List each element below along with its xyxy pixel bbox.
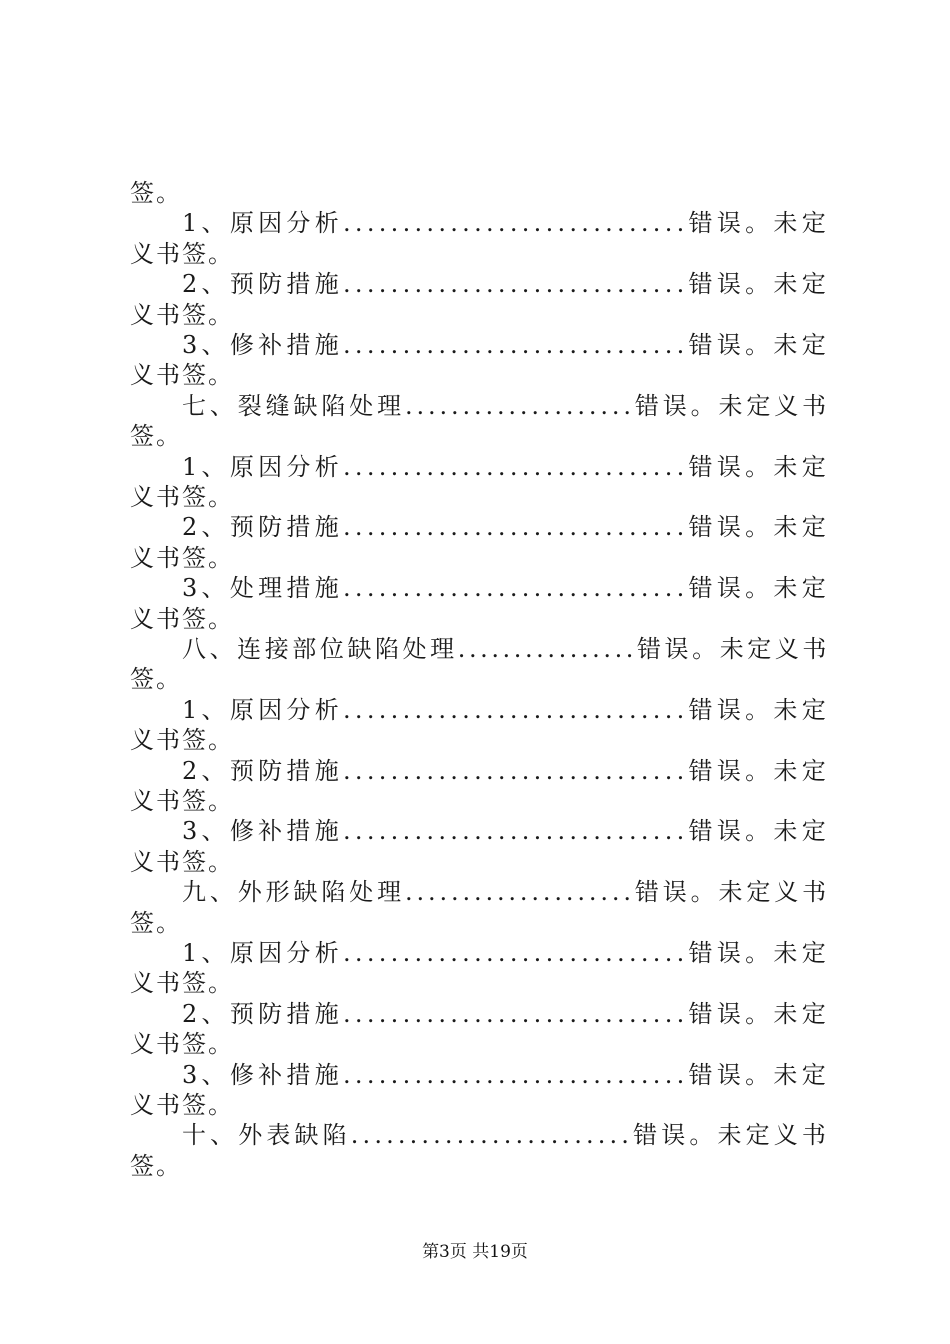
toc-entry-line — [182, 269, 830, 299]
toc-entry-line — [182, 1060, 830, 1090]
toc-continuation-line — [130, 908, 830, 938]
toc-line-text: 2、预防措施.............................错误。未定 — [182, 999, 830, 1028]
toc-line-text: 签。 — [130, 179, 182, 207]
toc-continuation-line — [130, 1029, 830, 1059]
toc-entry-line — [182, 756, 830, 786]
toc-continuation-line — [130, 968, 830, 998]
toc-continuation-line — [130, 725, 830, 755]
toc-line-text: 七、裂缝缺陷处理....................错误。未定义书 — [182, 391, 830, 420]
toc-entry-line — [182, 877, 830, 907]
toc-line-text: 1、原因分析.............................错误。未定 — [182, 452, 830, 481]
toc-line-text: 1、原因分析.............................错误。未定 — [182, 695, 830, 724]
toc-entry-line — [182, 573, 830, 603]
toc-entry-line — [182, 999, 830, 1029]
toc-line-text: 签。 — [130, 422, 182, 451]
toc-entry-line — [182, 391, 830, 421]
toc-continuation-line — [130, 421, 830, 451]
toc-continuation-line — [130, 1090, 830, 1120]
toc-line-text: 义书签。 — [130, 361, 234, 390]
toc-line-text: 义书签。 — [130, 787, 234, 815]
toc-line-text: 义书签。 — [130, 239, 234, 268]
toc-continuation-line — [130, 1151, 830, 1181]
toc-continuation-line — [130, 786, 830, 816]
toc-entry-line — [182, 695, 830, 725]
toc-continuation-line — [130, 543, 830, 573]
toc-entry-line — [182, 634, 830, 664]
toc-continuation-line — [130, 239, 830, 269]
toc-line-text: 2、预防措施.............................错误。未定 — [182, 513, 830, 542]
toc-line-text: 义书签。 — [130, 726, 234, 755]
toc-line-text: 义书签。 — [130, 483, 234, 511]
toc-continuation-line — [130, 604, 830, 634]
toc-continuation-line — [130, 360, 830, 390]
toc-entry-line — [182, 512, 830, 542]
toc-continuation-line — [130, 300, 830, 330]
toc-line-text: 八、连接部位缺陷处理................错误。未定义书 — [182, 635, 830, 663]
toc-continuation-line — [130, 178, 830, 208]
toc-entry-line — [182, 816, 830, 846]
toc-line-text: 3、处理措施.............................错误。未定 — [182, 574, 830, 603]
toc-line-text: 义书签。 — [130, 543, 234, 572]
toc-entry-line — [182, 938, 830, 968]
toc-line-text: 义书签。 — [130, 604, 234, 633]
toc-entry-line — [182, 208, 830, 238]
toc-line-text: 3、修补措施.............................错误。未定 — [182, 331, 830, 359]
toc-line-text: 九、外形缺陷处理....................错误。未定义书 — [182, 878, 830, 907]
toc-line-text: 义书签。 — [130, 969, 234, 998]
toc-line-text: 1、原因分析.............................错误。未定 — [182, 209, 830, 238]
toc-continuation-line — [130, 482, 830, 512]
toc-line-text: 签。 — [130, 665, 182, 694]
toc-line-text: 义书签。 — [130, 300, 234, 329]
toc-entry-line — [182, 330, 830, 360]
toc-line-text: 义书签。 — [130, 847, 234, 876]
toc-line-text: 3、修补措施.............................错误。未定 — [182, 1060, 830, 1089]
toc-line-text: 十、外表缺陷........................错误。未定义书 — [182, 1121, 830, 1150]
toc-line-text: 2、预防措施.............................错误。未定 — [182, 270, 830, 299]
toc-line-text: 义书签。 — [130, 1091, 234, 1119]
toc-entry-line — [182, 452, 830, 482]
toc-line-text: 义书签。 — [130, 1030, 234, 1059]
toc-continuation-line — [130, 847, 830, 877]
page-footer: 第3页 共19页 — [422, 1242, 528, 1262]
toc-line-text: 3、修补措施.............................错误。未定 — [182, 817, 830, 846]
toc-line-text: 签。 — [130, 1151, 182, 1180]
toc-line-text: 1、原因分析.............................错误。未定 — [182, 939, 830, 967]
toc-continuation-line — [130, 664, 830, 694]
toc-line-text: 2、预防措施.............................错误。未定 — [182, 756, 830, 785]
toc-line-text: 签。 — [130, 908, 182, 937]
toc-entry-line — [182, 1120, 830, 1150]
